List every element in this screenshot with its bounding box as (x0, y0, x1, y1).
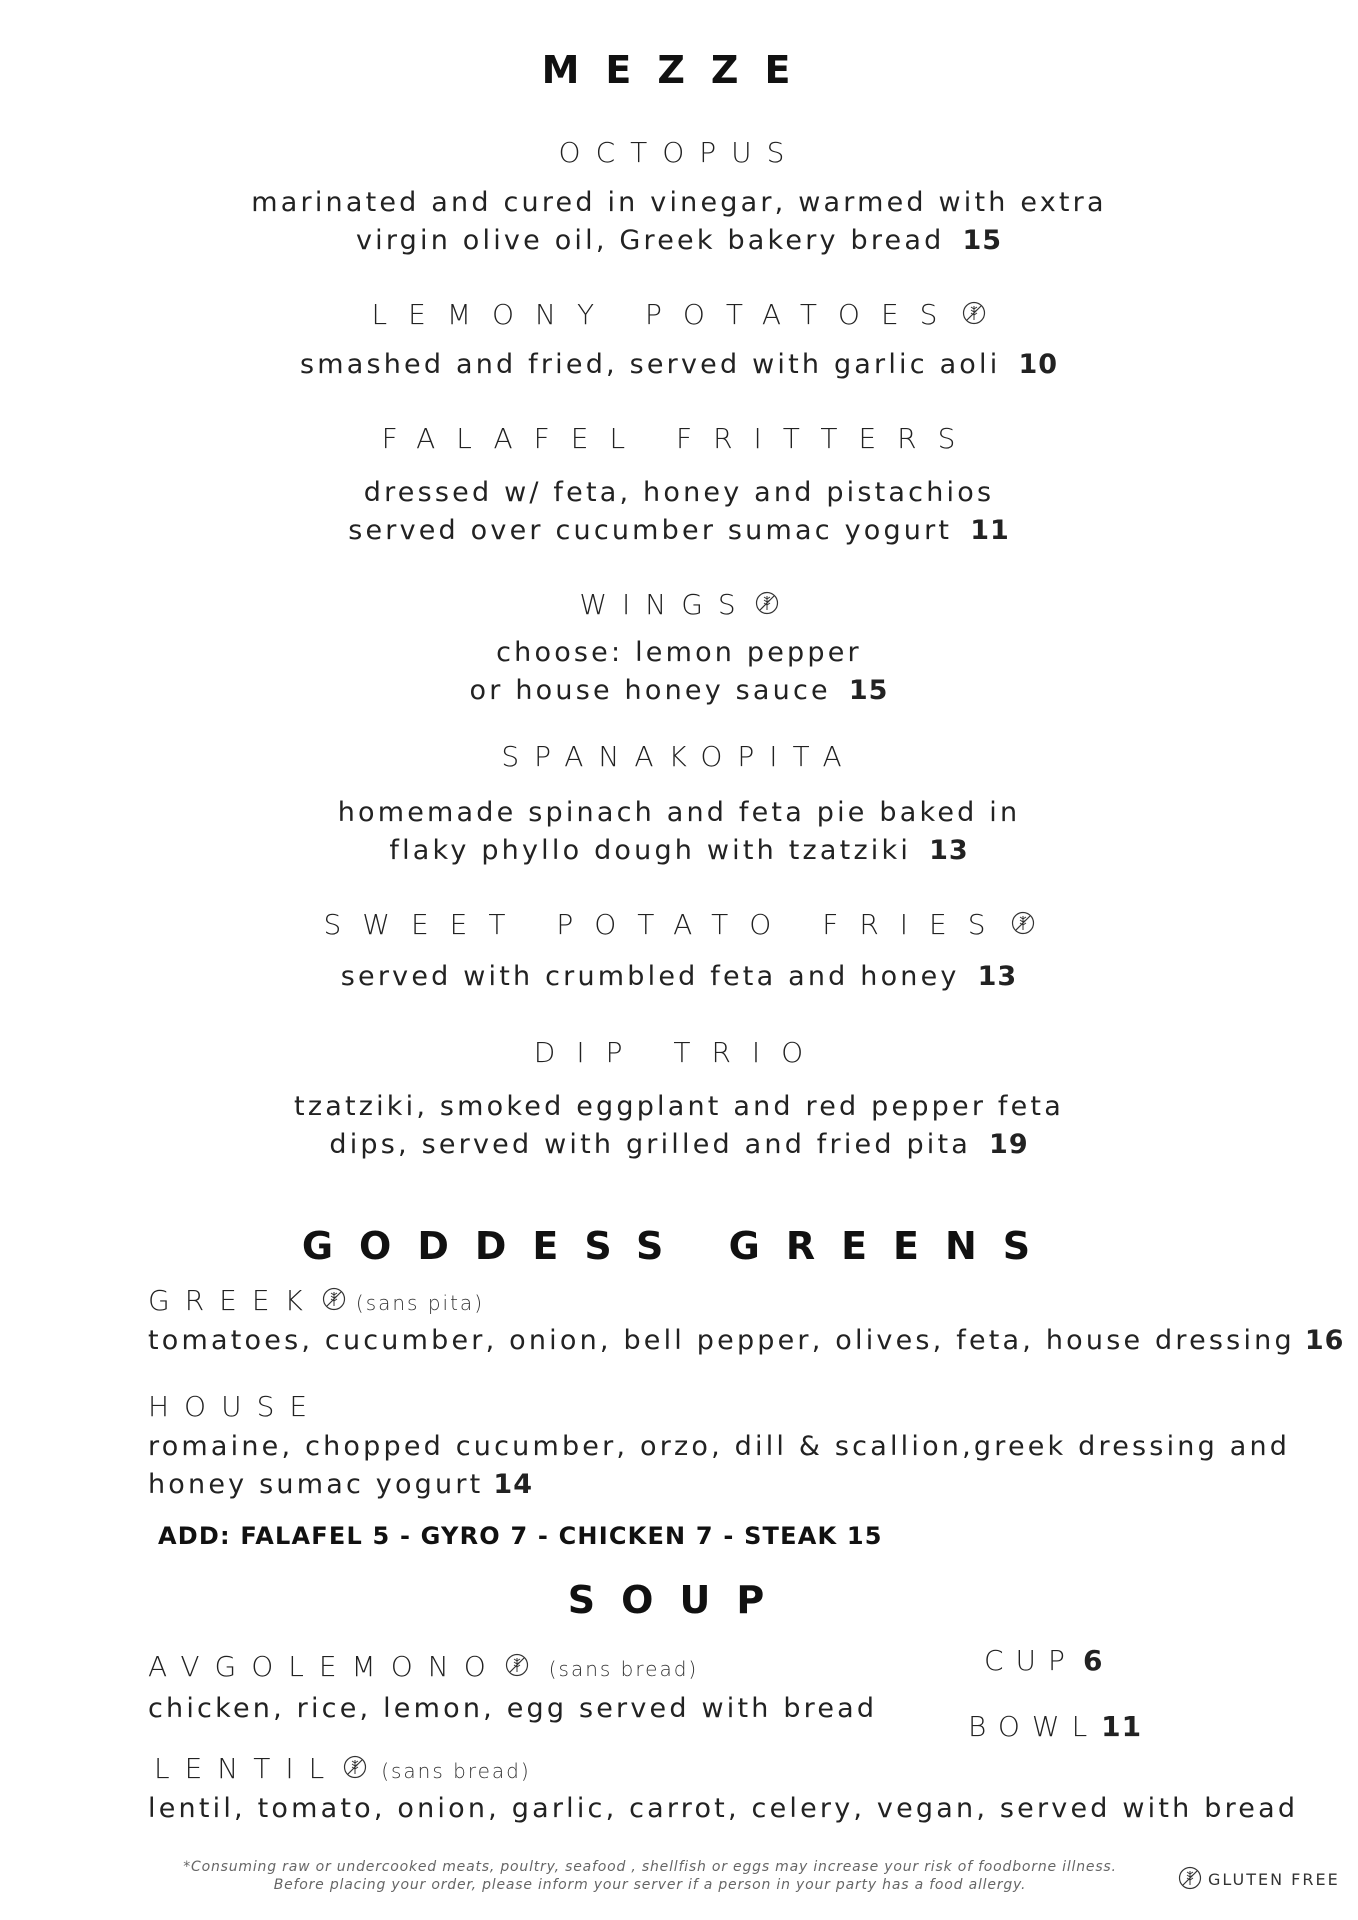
desc-line: virgin olive oil, Greek bakery bread (355, 225, 945, 256)
cup-size (984, 1644, 1103, 1677)
dish-desc-spanakopita (0, 794, 1358, 870)
section-title-soup: SOUP (567, 1578, 791, 1622)
dish-desc-avgolemono: chicken, rice, lemon, egg served with bread (148, 1693, 878, 1724)
price: 10 (1018, 349, 1059, 380)
desc-line: honey sumac yogurt (148, 1469, 484, 1500)
gluten-free-icon (755, 591, 779, 615)
desc-line: tomatoes, cucumber, onion, bell pepper, olives, feta, house dressing (148, 1325, 1295, 1356)
dish-desc-lemony-potatoes (0, 346, 1358, 384)
price: 15 (962, 225, 1003, 256)
dish-name-dip-trio: DIP TRIO (533, 1036, 825, 1069)
gluten-free-icon (962, 301, 986, 325)
dish-label: LEMONY POTATOES (371, 298, 959, 331)
dish-name-avgolemono (148, 1650, 698, 1683)
dish-name-lentil (154, 1752, 531, 1785)
dish-label: WINGS (579, 588, 751, 621)
desc-line: flaky phyllo dough with tzatziki (389, 835, 912, 866)
desc-line: dips, served with grilled and fried pita (329, 1129, 972, 1160)
dish-name-octopus: OCTOPUS (558, 136, 800, 169)
gluten-free-icon (1178, 1866, 1202, 1890)
bowl-label: BOWL (968, 1710, 1100, 1743)
price: 11 (970, 515, 1010, 546)
disclaimer-line: Before placing your order, please inform your server if a person in your party has a food allergy. (273, 1877, 1027, 1893)
dish-name-sweet-potato-fries (0, 908, 1358, 941)
dish-desc-octopus (0, 184, 1358, 260)
dish-note: (sans bread) (548, 1657, 699, 1681)
dish-name-falafel-fritters: FALAFEL FRITTERS (381, 422, 977, 455)
dish-desc-dip-trio (0, 1088, 1358, 1164)
price: 13 (977, 961, 1018, 992)
dish-name-lemony-potatoes (0, 298, 1358, 331)
desc-line: served with crumbled feta and honey (340, 961, 960, 992)
cup-price: 6 (1082, 1644, 1104, 1677)
dish-desc-sweet-potato-fries (0, 958, 1358, 996)
desc-line: romaine, chopped cucumber, orzo, dill & scallion,greek dressing and (148, 1431, 1291, 1462)
add-ons-line: ADD: FALAFEL 5 - GYRO 7 - CHICKEN 7 - STEAK 15 (158, 1522, 883, 1550)
section-title-greens: GODDESS GREENS (301, 1224, 1057, 1268)
desc-line: marinated and cured in vinegar, warmed with extra (251, 187, 1107, 218)
dish-desc-greek (148, 1322, 1344, 1360)
price: 15 (848, 675, 889, 706)
dish-name-wings (0, 588, 1358, 621)
desc-line: served over cucumber sumac yogurt (348, 515, 953, 546)
desc-line: or house honey sauce (469, 675, 831, 706)
dish-desc-wings (0, 634, 1358, 710)
disclaimer-line: *Consuming raw or undercooked meats, poultry, seafood , shellfish or eggs may increase your risk of foodborne illness. (183, 1859, 1117, 1875)
dish-label: SWEET POTATO FRIES (323, 908, 1007, 941)
legend-label: GLUTEN FREE (1208, 1869, 1340, 1889)
desc-line: smashed and fried, served with garlic aoli (299, 349, 1001, 380)
dish-name-house: HOUSE (148, 1390, 323, 1423)
dish-note: (sans pita) (355, 1291, 484, 1315)
gluten-free-icon (1011, 911, 1035, 935)
desc-line: dressed w/ feta, honey and pistachios (363, 477, 995, 508)
dish-desc-falafel-fritters (0, 474, 1358, 550)
dish-name-greek (148, 1284, 484, 1317)
desc-line: homemade spinach and feta pie baked in (337, 797, 1021, 828)
gluten-free-icon (322, 1287, 346, 1311)
dish-desc-house (148, 1428, 1290, 1504)
dish-label: LENTIL (154, 1752, 340, 1785)
bowl-price: 11 (1101, 1710, 1143, 1743)
gluten-free-legend (1174, 1868, 1340, 1892)
desc-line: tzatziki, smoked eggplant and red pepper feta (294, 1091, 1064, 1122)
section-title-mezze: MEZZE (541, 48, 817, 92)
cup-label: CUP (984, 1644, 1077, 1677)
dish-label: GREEK (148, 1284, 318, 1317)
desc-line: choose: lemon pepper (496, 637, 862, 668)
gluten-free-icon (505, 1653, 529, 1677)
dish-label: AVGOLEMONO (148, 1650, 501, 1683)
price: 14 (493, 1469, 533, 1500)
price: 19 (989, 1129, 1029, 1160)
bowl-size (968, 1710, 1142, 1743)
dish-desc-lentil: lentil, tomato, onion, garlic, carrot, celery, vegan, served with bread (148, 1793, 1299, 1824)
gluten-free-icon (343, 1755, 367, 1779)
price: 13 (929, 835, 969, 866)
dish-name-spanakopita: SPANAKOPITA (501, 740, 857, 773)
price: 16 (1304, 1325, 1345, 1356)
dish-note: (sans bread) (381, 1759, 531, 1783)
allergy-disclaimer (150, 1858, 1150, 1894)
